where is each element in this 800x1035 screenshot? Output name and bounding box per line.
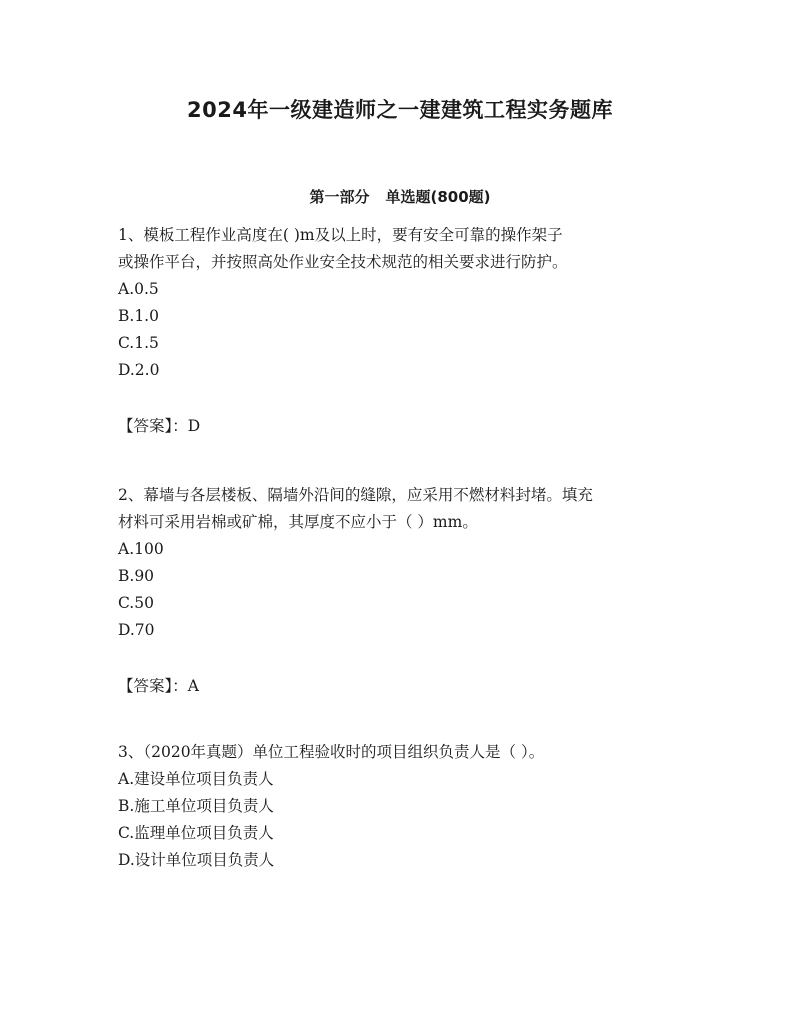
question-stem-line: 材料可采用岩棉或矿棉，其厚度不应小于（ ）mm。: [118, 513, 478, 531]
answer-value: A: [187, 677, 199, 695]
answer-label: 【答案】：: [118, 677, 188, 695]
answer-2: [118, 673, 199, 700]
option-d: D.设计单位项目负责人: [118, 851, 275, 869]
option-b: B.施工单位项目负责人: [118, 797, 274, 815]
answer-label: 【答案】：: [118, 417, 188, 435]
option-b: B.90: [118, 567, 155, 585]
option-a: A.100: [118, 540, 164, 558]
question-stem-line: 2、幕墙与各层楼板、隔墙外沿间的缝隙，应采用不燃材料封堵。填充: [118, 486, 593, 504]
page-title: 2024年一级建造师之一建建筑工程实务题库: [187, 98, 613, 122]
option-c: C.监理单位项目负责人: [118, 824, 274, 842]
section-name: 单选题(800题): [385, 188, 491, 206]
answer-value: D: [187, 417, 201, 435]
option-b: B.1.0: [118, 307, 159, 325]
section-part: 第一部分: [309, 188, 370, 206]
answer-1: [118, 413, 200, 440]
option-d: D.2.0: [118, 361, 160, 379]
question-3: [118, 739, 688, 874]
option-a: A.0.5: [118, 280, 159, 298]
option-c: C.50: [118, 594, 154, 612]
question-stem-line: 3、（2020年真题）单位工程验收时的项目组织负责人是（ ）。: [118, 743, 545, 761]
section-heading: [0, 186, 800, 207]
question-stem-line: 或操作平台，并按照高处作业安全技术规范的相关要求进行防护。: [118, 253, 568, 271]
option-a: A.建设单位项目负责人: [118, 770, 274, 788]
question-1: [118, 222, 688, 384]
option-c: C.1.5: [118, 334, 159, 352]
option-d: D.70: [118, 621, 155, 639]
question-2: [118, 482, 688, 644]
question-stem-line: 1、模板工程作业高度在( )m及以上时，要有安全可靠的操作架子: [118, 226, 563, 244]
